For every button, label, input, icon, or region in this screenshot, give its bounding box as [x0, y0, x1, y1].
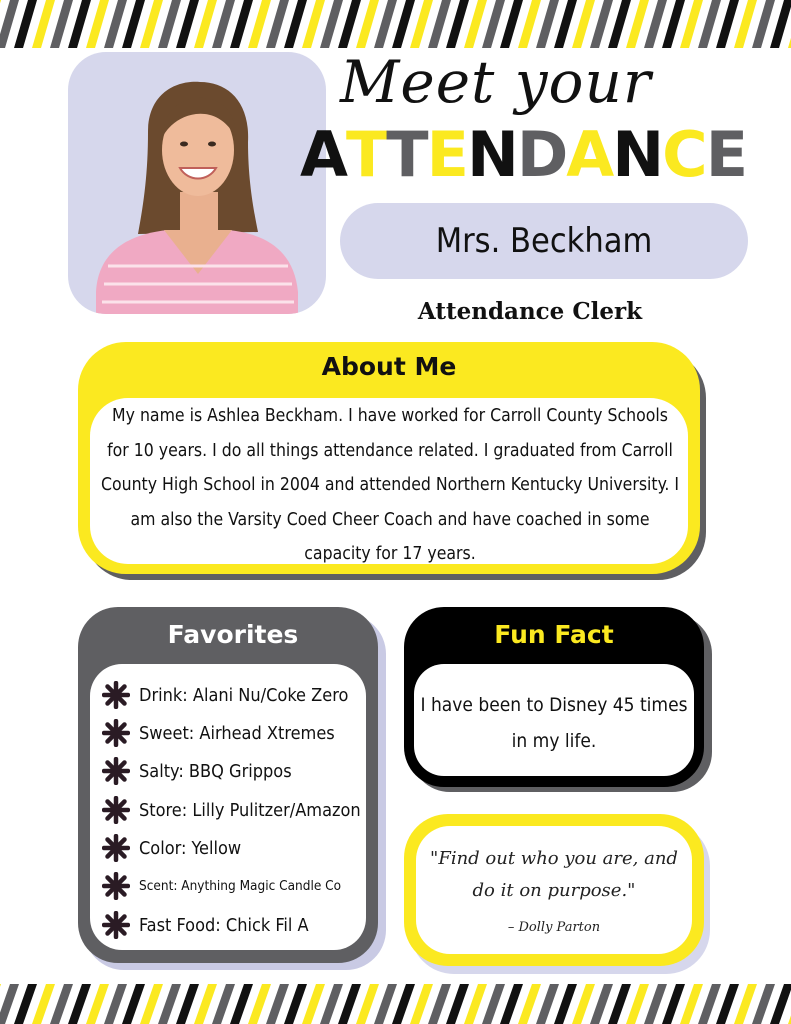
stripe	[518, 0, 541, 48]
stripe	[266, 984, 289, 1024]
attendance-letter: E	[705, 118, 747, 191]
stripe	[626, 984, 649, 1024]
stripe	[662, 984, 685, 1024]
asterisk-icon	[102, 872, 130, 900]
stripe	[176, 0, 199, 48]
stripe	[680, 0, 703, 48]
favorites-item-text: Fast Food: Chick Fil A	[139, 914, 309, 936]
stripe	[320, 0, 343, 48]
stripe	[464, 984, 487, 1024]
asterisk-icon	[102, 719, 130, 747]
quote-text: "Find out who you are, and do it on purpose."	[430, 848, 678, 901]
stripe	[410, 984, 433, 1024]
stripe	[140, 0, 163, 48]
name-pill	[340, 203, 748, 279]
stripe	[428, 0, 451, 48]
staff-name: Mrs. Beckham	[435, 221, 653, 261]
attendance-letter: C	[662, 118, 706, 191]
stripe	[608, 984, 631, 1024]
stripe	[356, 0, 379, 48]
favorites-item-text: Salty: BBQ Grippos	[139, 760, 292, 782]
stripe	[716, 0, 739, 48]
favorites-item	[102, 756, 292, 786]
stripe	[68, 0, 91, 48]
about-title: About Me	[321, 352, 457, 381]
stripe	[536, 984, 559, 1024]
stripe	[104, 984, 127, 1024]
favorites-item	[102, 718, 335, 748]
stripe	[410, 0, 433, 48]
stripe	[212, 984, 235, 1024]
stripe	[122, 984, 145, 1024]
stripe	[32, 0, 55, 48]
stripe	[140, 984, 163, 1024]
stripe	[680, 984, 703, 1024]
stripe	[284, 984, 307, 1024]
attendance-letter: N	[466, 118, 517, 191]
asterisk-icon	[102, 681, 130, 709]
stripe	[50, 0, 73, 48]
stripe	[338, 0, 361, 48]
stripe	[104, 0, 127, 48]
attendance-letter: A	[566, 118, 613, 191]
favorites-item-text: Drink: Alani Nu/Coke Zero	[139, 684, 349, 706]
asterisk-icon	[102, 796, 130, 824]
stripe	[752, 0, 775, 48]
stripe	[68, 984, 91, 1024]
stripe	[32, 984, 55, 1024]
favorites-item-text: Scent: Anything Magic Candle Co	[139, 878, 342, 894]
stripe	[572, 0, 595, 48]
attendance-letter: D	[516, 118, 567, 191]
stripe	[716, 984, 739, 1024]
stripe	[374, 984, 397, 1024]
stripe	[176, 984, 199, 1024]
stripe	[572, 984, 595, 1024]
stripe	[158, 984, 181, 1024]
stripe	[356, 984, 379, 1024]
asterisk-icon	[102, 834, 130, 862]
bottom-stripe-border	[0, 984, 791, 1024]
stripe	[644, 0, 667, 48]
stripe	[284, 0, 307, 48]
asterisk-icon	[102, 757, 130, 785]
stripe	[86, 984, 109, 1024]
stripe	[482, 984, 505, 1024]
stripe	[536, 0, 559, 48]
favorites-item-text: Sweet: Airhead Xtremes	[139, 722, 335, 744]
staff-role: Attendance Clerk	[417, 298, 643, 325]
stripe	[230, 984, 253, 1024]
favorites-item	[102, 871, 341, 901]
stripe	[770, 0, 791, 48]
stripe	[392, 0, 415, 48]
favorites-item	[102, 833, 241, 863]
attendance-block-title	[300, 118, 747, 191]
stripe	[446, 0, 469, 48]
attendance-letter: A	[300, 118, 346, 191]
stripe	[248, 984, 271, 1024]
stripe	[608, 0, 631, 48]
stripe	[14, 984, 37, 1024]
stripe	[338, 984, 361, 1024]
asterisk-icon	[102, 911, 130, 939]
stripe	[626, 0, 649, 48]
stripe	[698, 984, 721, 1024]
stripe	[482, 0, 505, 48]
stripe	[734, 0, 757, 48]
stripe	[662, 0, 685, 48]
favorites-item	[102, 680, 348, 710]
favorites-item-text: Store: Lilly Pulitzer/Amazon	[139, 799, 361, 821]
stripe	[14, 0, 37, 48]
stripe	[212, 0, 235, 48]
stripe	[734, 984, 757, 1024]
stripe	[770, 984, 791, 1024]
attendance-letter: T	[345, 118, 387, 191]
stripe	[302, 984, 325, 1024]
stripe	[698, 0, 721, 48]
attendance-letter: E	[426, 118, 467, 191]
attendance-letter: N	[612, 118, 663, 191]
stripe	[302, 0, 325, 48]
stripe	[518, 984, 541, 1024]
stripe	[248, 0, 271, 48]
stripe	[320, 984, 343, 1024]
stripe	[554, 0, 577, 48]
stripe	[392, 984, 415, 1024]
stripe	[752, 984, 775, 1024]
stripe	[230, 0, 253, 48]
stripe	[194, 0, 217, 48]
stripe	[464, 0, 487, 48]
fun-fact-title: Fun Fact	[494, 620, 614, 649]
stripe	[266, 0, 289, 48]
stripe	[122, 0, 145, 48]
favorites-item	[102, 795, 361, 825]
stripe	[86, 0, 109, 48]
stripe	[446, 984, 469, 1024]
fun-fact-text: I have been to Disney 45 times in my life.	[420, 694, 688, 752]
attendance-letter: T	[386, 118, 427, 191]
favorites-item	[102, 910, 309, 940]
stripe	[590, 984, 613, 1024]
stripe	[500, 0, 523, 48]
favorites-item-text: Color: Yellow	[139, 837, 242, 859]
stripe	[500, 984, 523, 1024]
stripe	[428, 984, 451, 1024]
stripe	[644, 984, 667, 1024]
about-text: My name is Ashlea Beckham. I have worked for Carroll County Schools for 10 years. I do all things attendance related. I graduated from Carroll County High School in 2004 and attended Northern Kentucky University. I am also the Varsity Coed Cheer Coach and have coached in some capacity for 17 years.	[100, 406, 680, 564]
stripe	[374, 0, 397, 48]
stripe	[158, 0, 181, 48]
profile-photo	[68, 52, 326, 314]
quote-author: – Dolly Parton	[507, 920, 601, 935]
stripe	[554, 984, 577, 1024]
top-stripe-border	[0, 0, 791, 48]
favorites-title: Favorites	[167, 620, 299, 649]
meet-your-script-title: Meet your	[340, 48, 652, 116]
stripe	[50, 984, 73, 1024]
stripe	[194, 984, 217, 1024]
stripe	[590, 0, 613, 48]
